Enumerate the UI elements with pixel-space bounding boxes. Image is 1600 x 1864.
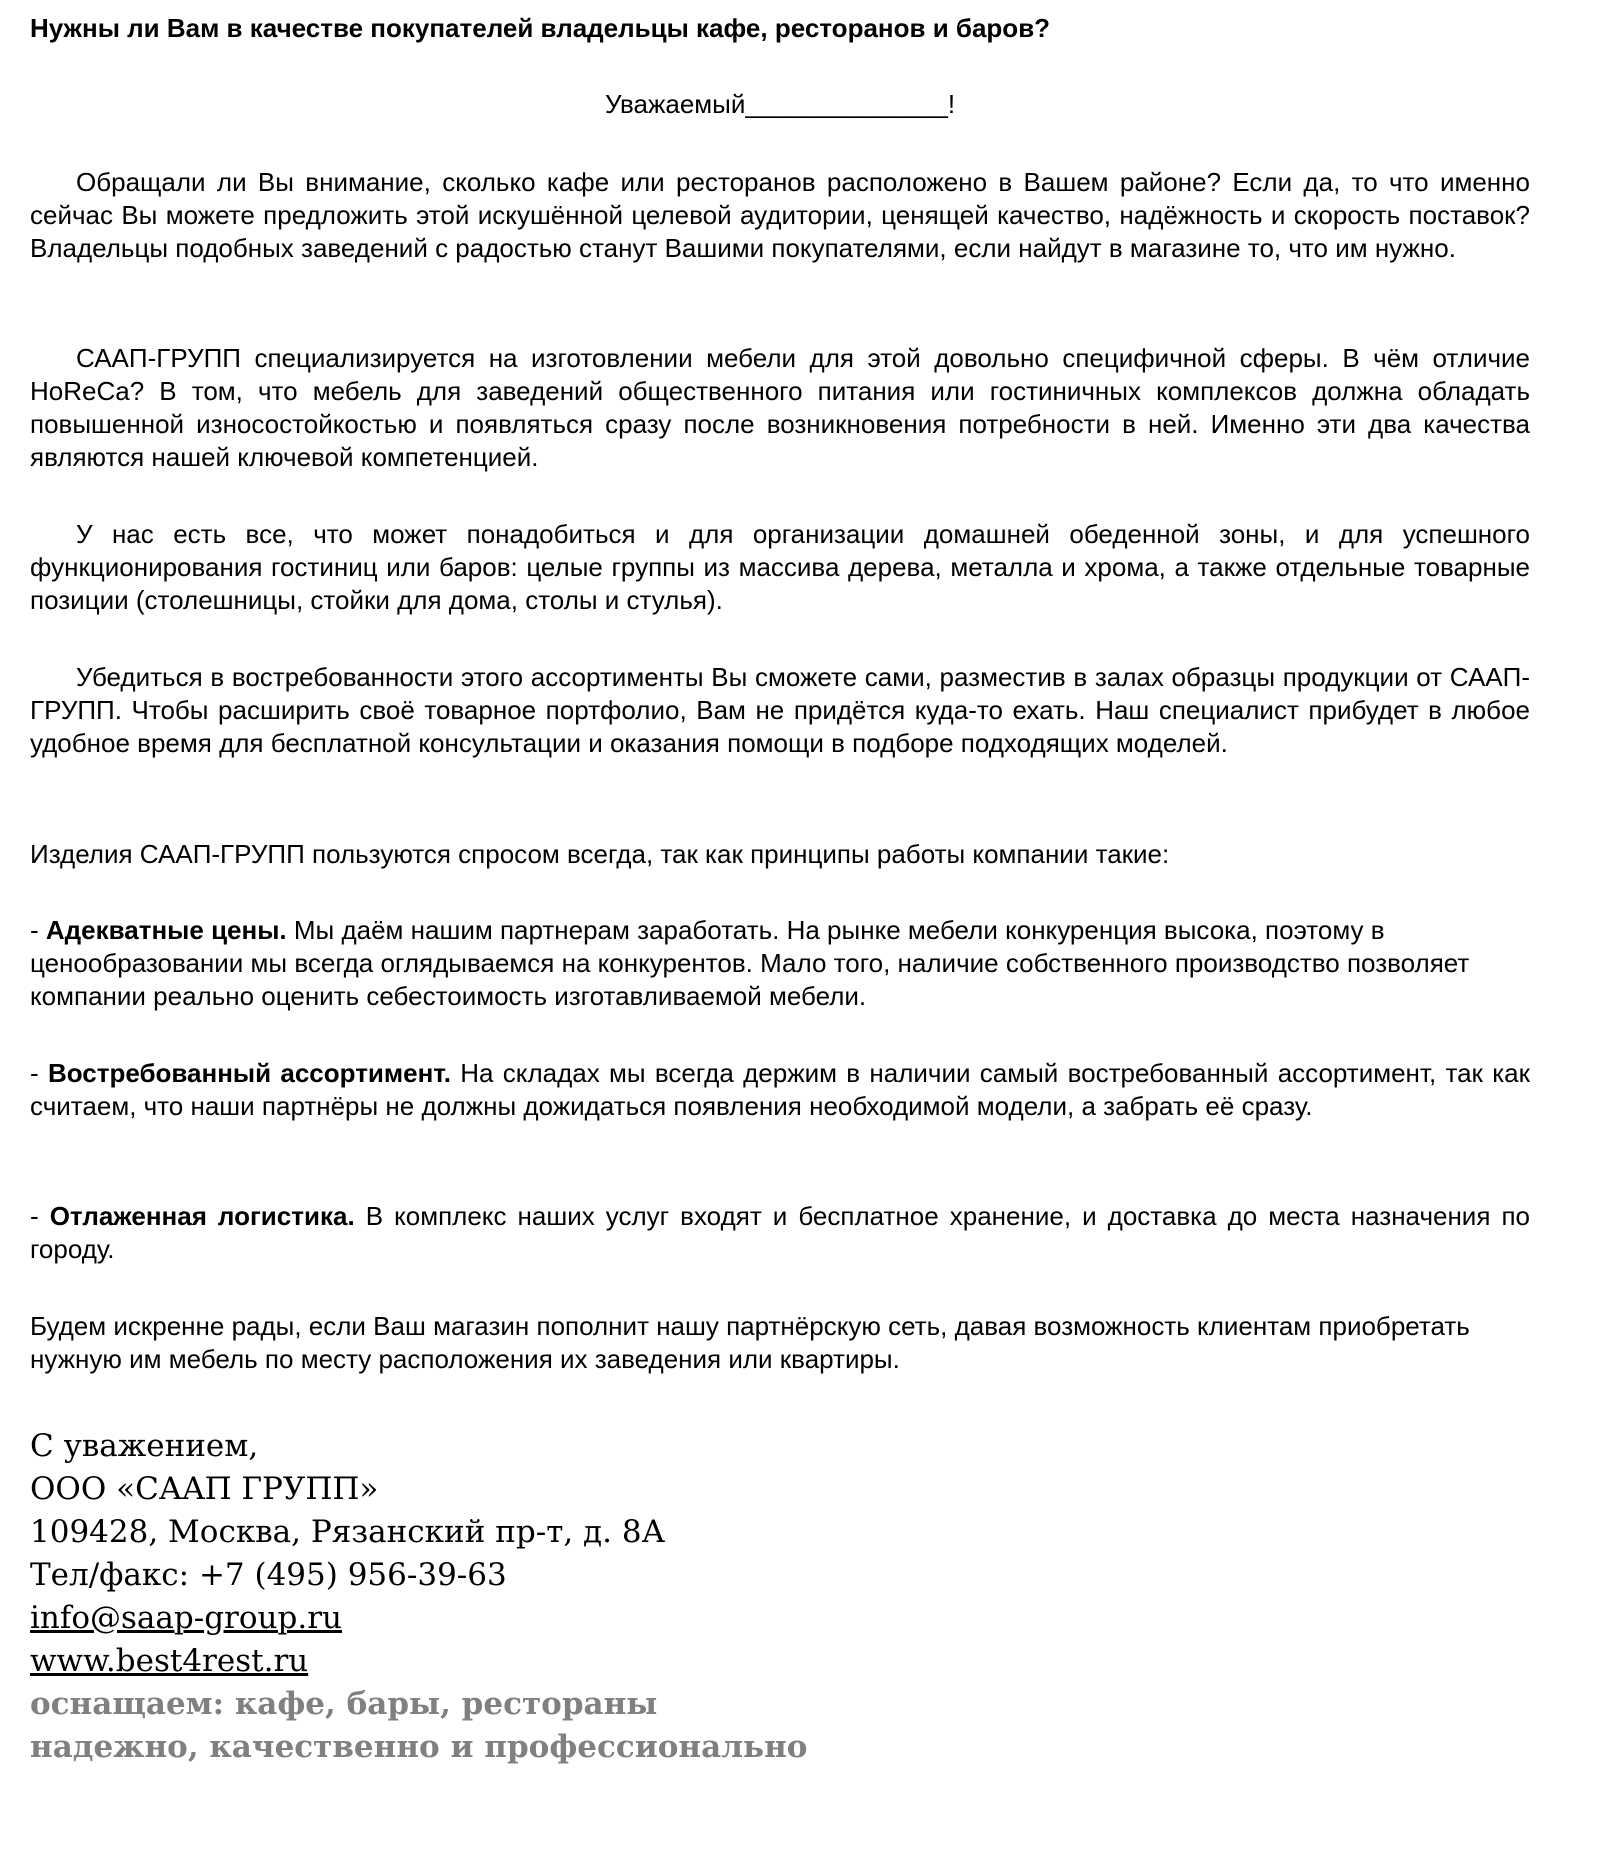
paragraph-principles: Изделия САAП-ГРУПП пользуются спросом всегда, так как принципы работы компании такие: xyxy=(30,839,1170,869)
signature-phone: Тел/факс: +7 (495) 956-39-63 xyxy=(30,1557,507,1593)
letter-title: Нужны ли Вам в качестве покупателей владельцы кафе, ресторанов и баров? xyxy=(30,13,1051,43)
signature-company: ООО «САAП ГРУПП» xyxy=(30,1471,379,1507)
bullet-text: На складах мы всегда держим в наличии самый востребованный ассортимент, так как считаем, что наши партнёры не должны дожидаться появления необходимой модели, а забрать её сразу. xyxy=(30,1058,1530,1121)
bullet-heading: Отлаженная логистика. xyxy=(49,1201,355,1231)
signature-slogan-2: надежно, качественно и профессионально xyxy=(30,1729,808,1765)
paragraph-closing: Будем искренне рады, если Ваш магазин пополнит нашу партнёрскую сеть, давая возможность клиентам приобретать нужную им мебель по месту расположения их заведения или квартиры. xyxy=(30,1311,1470,1374)
signature-email-link[interactable]: info@saap-group.ru xyxy=(30,1600,342,1636)
paragraph-samples: Убедиться в востребованности этого ассортименты Вы сможете сами, разместив в залах образцы продукции от САAП-ГРУПП. Чтобы расширить своё товарное портфолио, Вам не придётся куда-то ехать. Наш специалист прибудет в любое удобное время для бесплатной консультации и оказания помощи в подборе подходящих моделей. xyxy=(30,662,1530,758)
signature-regards: С уважением, xyxy=(30,1428,259,1464)
signature-block xyxy=(30,1425,807,1769)
paragraph-intro: Обращали ли Вы внимание, сколько кафе или ресторанов расположено в Вашем районе? Если да, то что именно сейчас Вы можете предложить этой искушённой целевой аудитории, ценящей качество, надёжность и скорость поставок? Владельцы подобных заведений с радостью станут Вашими покупателями, если найдут в магазине то, что им нужно. xyxy=(30,167,1530,263)
signature-website-link[interactable]: www.best4rest.ru xyxy=(30,1643,309,1679)
paragraph-assortment: У нас есть все, что может понадобиться и для организации домашней обеденной зоны, и для успешного функционирования гостиниц или баров: целые группы из массива дерева, металла и хрома, а также отдельные товарные позиции (столешницы, стойки для дома, столы и стулья). xyxy=(30,519,1530,615)
bullet-prices xyxy=(30,914,1520,1013)
signature-slogan-1: оснащаем: кафе, бары, рестораны xyxy=(30,1686,658,1722)
bullet-assortment xyxy=(30,1057,1530,1123)
bullet-text: Мы даём нашим партнерам заработать. На рынке мебели конкуренция высока, поэтому в ценообразовании мы всегда оглядываемся на конкурентов. Мало того, наличие собственного производство позволяет компании реально оценить себестоимость изготавливаемой мебели. xyxy=(30,915,1470,1011)
bullet-heading: Адекватные цены. xyxy=(45,915,287,945)
greeting-line: Уважаемый______________! xyxy=(604,89,956,119)
signature-address: 109428, Москва, Рязанский пр-т, д. 8А xyxy=(30,1514,666,1550)
bullet-dash: - xyxy=(30,1201,50,1231)
paragraph-specialization: САAП-ГРУПП специализируется на изготовлении мебели для этой довольно специфичной сферы. В чём отличие HoReCa? В том, что мебель для заведений общественного питания или гостиничных комплексов должна обладать повышенной износостойкостью и появляться сразу после возникновения потребности в ней. Именно эти два качества являются нашей ключевой компетенцией. xyxy=(30,343,1530,472)
bullet-heading: Востребованный ассортимент. xyxy=(47,1058,451,1088)
bullet-logistics xyxy=(30,1200,1530,1266)
bullet-dash: - xyxy=(30,915,46,945)
bullet-text: В комплекс наших услуг входят и бесплатное хранение, и доставка до места назначения по городу. xyxy=(30,1201,1530,1264)
bullet-dash: - xyxy=(30,1058,48,1088)
